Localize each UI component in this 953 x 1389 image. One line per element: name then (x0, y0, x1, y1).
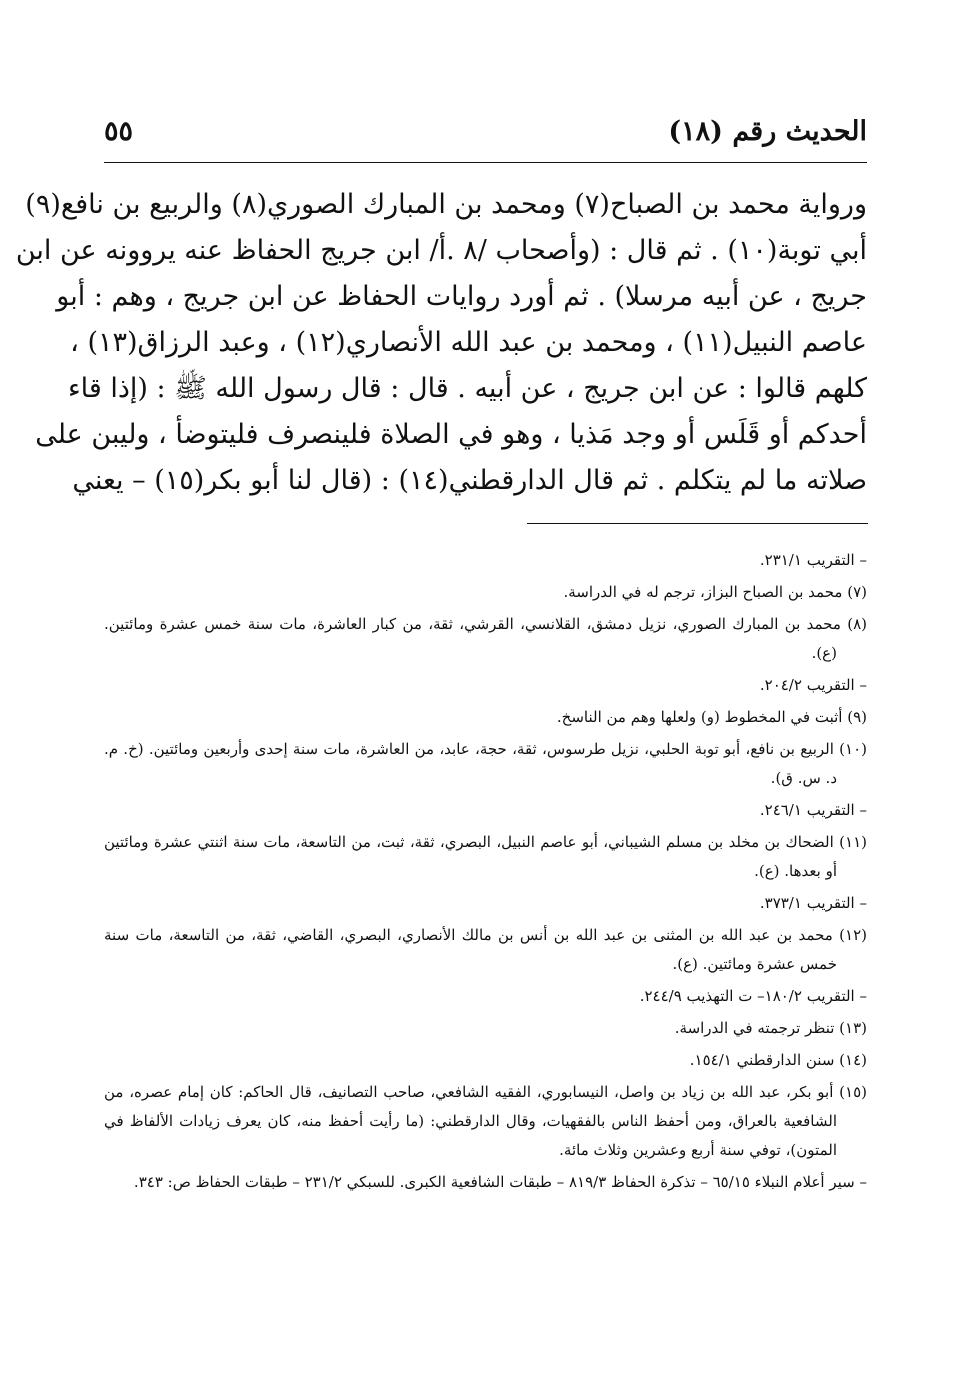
footnote: (١٥) أبو بكر، عبد الله بن زياد بن واصل، النيسابوري، الفقيه الشافعي، صاحب التصانيف، قال الحاكم: كان إمام عصره، من الشافعية بالعراق، ومن أحفظ الناس بالفقهيات، وقال الدارقطني: (ما رأيت أحفظ منه، كان يعرف زيادات الألفاظ في المتون)، توفي سنة أربع وعشرين وثلاث مائة. (104, 1083, 867, 1159)
body-line: أحدكم أو قَلَس أو وجد مَذيا ، وهو في الصلاة فلينصرف فليتوضأ ، وليبن على (35, 419, 867, 450)
footnote: (٧) محمد بن الصباح البزاز، ترجم له في الدراسة. (563, 583, 867, 601)
footnote: (١١) الضحاك بن مخلد بن مسلم الشيباني، أبو عاصم النبيل، البصري، ثقة، ثبت، من التاسعة، مات سنة اثنتي عشرة ومائتين أو بعدها. (ع). (104, 833, 867, 880)
footnotes-block (104, 546, 867, 1200)
page-header (104, 112, 867, 156)
body-line: كلهم قالوا : عن ابن جريج ، عن أبيه . قال : قال رسول الله ﷺ : (إذا قاء (67, 373, 867, 404)
footnote: (١٠) الربيع بن نافع، أبو توبة الحلبي، نزيل طرسوس، ثقة، حجة، عابد، من العاشرة، مات سنة إحدى وأربعين ومائتين. (خ. م. د. س. ق). (104, 740, 867, 787)
header-divider (104, 162, 867, 163)
footnote: (٩) أثبت في المخطوط (و) ولعلها وهم من الناسخ. (556, 708, 867, 726)
body-line: عاصم النبيل(١١) ، ومحمد بن عبد الله الأنصاري(١٢) ، وعبد الرزاق(١٣) ، (70, 327, 867, 358)
footnote: (٨) محمد بن المبارك الصوري، نزيل دمشق، القلانسي، القرشي، ثقة، من كبار العاشرة، مات سنة خمس عشرة ومائتين. (ع). (104, 615, 867, 662)
body-line: صلاته ما لم يتكلم . ثم قال الدارقطني(١٤) : (قال لنا أبو بكر(١٥) – يعني (72, 465, 867, 496)
body-line: أبي توبة(١٠) . ثم قال : (وأصحاب /٨ .أ/ ابن جريج الحفاظ عنه يروونه عن ابن (15, 235, 867, 266)
footnote: (١٣) تنظر ترجمته في الدراسة. (674, 1019, 867, 1037)
main-text-block (15, 182, 867, 504)
body-line: ورواية محمد بن الصباح(٧) ومحمد بن المبارك الصوري(٨) والربيع بن نافع(٩) (25, 189, 867, 220)
page-number: ٥٥ (104, 116, 134, 147)
footnote: (١٢) محمد بن عبد الله بن المثنى بن عبد الله بن أنس بن مالك الأنصاري، البصري، القاضي، ثقة، من التاسعة، مات سنة خمس عشرة ومائتين. (ع). (104, 926, 867, 973)
footnote: (١٤) سنن الدارقطني ١٥٤/١. (689, 1051, 867, 1069)
footnote-reference: – سير أعلام النبلاء ٦٥/١٥ – تذكرة الحفاظ ٨١٩/٣ – طبقات الشافعية الكبرى. للسبكي ٢٣١/٢ – طبقات الحفاظ ص: ٣٤٣. (133, 1173, 867, 1191)
footnote-reference: – التقريب ١٨٠/٢– ت التهذيب ٢٤٤/٩. (639, 987, 867, 1005)
footnote-reference: – التقريب ٢٣١/١. (759, 551, 867, 569)
running-title: الحديث رقم (١٨) (668, 116, 867, 147)
footnote-reference: – التقريب ٢٤٦/١. (759, 801, 867, 819)
footnote-reference: – التقريب ٢٠٤/٢. (759, 676, 867, 694)
body-line: جريج ، عن أبيه مرسلا) . ثم أورد روايات الحفاظ عن ابن جريج ، وهم : أبو (56, 281, 867, 312)
footnote-separator (527, 523, 868, 524)
footnote-reference: – التقريب ٣٧٣/١. (759, 894, 867, 912)
